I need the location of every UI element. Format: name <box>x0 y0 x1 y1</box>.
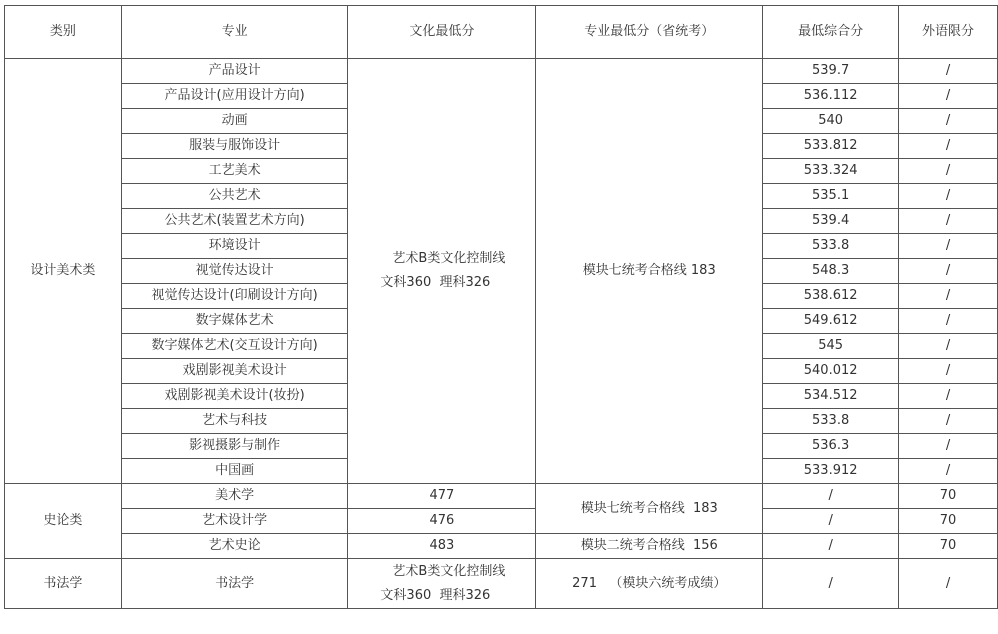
major-cell: 艺术设计学 <box>121 509 348 534</box>
table-row <box>5 509 998 534</box>
total-cell: 533.812 <box>763 134 899 159</box>
header-row <box>5 6 998 59</box>
culture-line2: 文科360 理科326 <box>380 275 491 290</box>
culture-line1: 艺术B类文化控制线 <box>392 251 506 266</box>
major-cell: 数字媒体艺术 <box>121 309 348 334</box>
major-cell: 戏剧影视美术设计 <box>121 359 348 384</box>
major-cell: 服装与服饰设计 <box>121 134 348 159</box>
major-cell: 视觉传达设计 <box>121 259 348 284</box>
lang-cell: / <box>899 334 998 359</box>
total-cell: 540.012 <box>763 359 899 384</box>
culture-line1: 艺术B类文化控制线 <box>392 563 506 579</box>
major-cell: 视觉传达设计(印刷设计方向) <box>121 284 348 309</box>
table-row <box>5 559 998 609</box>
total-cell: 533.912 <box>763 459 899 484</box>
total-cell: 549.612 <box>763 309 899 334</box>
culture-cell: 477 <box>348 484 536 509</box>
lang-cell: / <box>899 559 998 609</box>
admission-score-table <box>4 5 998 609</box>
total-cell: 545 <box>763 334 899 359</box>
header-lang-limit: 外语限分 <box>899 6 998 59</box>
total-cell: 540 <box>763 109 899 134</box>
total-cell: / <box>763 484 899 509</box>
major-cell: 艺术与科技 <box>121 409 348 434</box>
calligraphy-prof-cell: 271 （模块六统考成绩） <box>536 559 763 609</box>
lang-cell: 70 <box>899 484 998 509</box>
lang-cell: / <box>899 459 998 484</box>
calligraphy-culture-cell <box>348 559 536 609</box>
lang-cell: / <box>899 59 998 84</box>
major-cell: 公共艺术(装置艺术方向) <box>121 209 348 234</box>
header-prof-min: 专业最低分（省统考） <box>536 6 763 59</box>
lang-cell: / <box>899 259 998 284</box>
table-row <box>5 59 998 84</box>
total-cell: 533.324 <box>763 159 899 184</box>
lang-cell: / <box>899 409 998 434</box>
major-cell: 产品设计 <box>121 59 348 84</box>
lang-cell: 70 <box>899 534 998 559</box>
major-cell: 影视摄影与制作 <box>121 434 348 459</box>
lang-cell: / <box>899 284 998 309</box>
major-cell: 动画 <box>121 109 348 134</box>
header-major: 专业 <box>121 6 348 59</box>
total-cell: / <box>763 534 899 559</box>
lang-cell: / <box>899 234 998 259</box>
total-cell: / <box>763 559 899 609</box>
total-cell: 539.4 <box>763 209 899 234</box>
category-history: 史论类 <box>5 484 122 559</box>
lang-cell: / <box>899 159 998 184</box>
category-calligraphy: 书法学 <box>5 559 122 609</box>
culture-cell: 476 <box>348 509 536 534</box>
table-row <box>5 484 998 509</box>
lang-cell: / <box>899 434 998 459</box>
total-cell: 536.3 <box>763 434 899 459</box>
major-cell: 环境设计 <box>121 234 348 259</box>
total-cell: 533.8 <box>763 409 899 434</box>
total-cell: 536.112 <box>763 84 899 109</box>
history-prof-cell-b: 模块二统考合格线 156 <box>536 534 763 559</box>
lang-cell: / <box>899 384 998 409</box>
category-design: 设计美术类 <box>5 59 122 484</box>
major-cell: 中国画 <box>121 459 348 484</box>
major-cell: 数字媒体艺术(交互设计方向) <box>121 334 348 359</box>
major-cell: 美术学 <box>121 484 348 509</box>
total-cell: 534.512 <box>763 384 899 409</box>
header-culture-min: 文化最低分 <box>348 6 536 59</box>
lang-cell: / <box>899 109 998 134</box>
lang-cell: / <box>899 184 998 209</box>
culture-line2: 文科360 理科326 <box>380 587 491 603</box>
table-row <box>5 534 998 559</box>
lang-cell: / <box>899 359 998 384</box>
total-cell: / <box>763 509 899 534</box>
header-total-min: 最低综合分 <box>763 6 899 59</box>
culture-cell: 483 <box>348 534 536 559</box>
history-prof-cell-a: 模块七统考合格线 183 <box>536 484 763 534</box>
major-cell: 公共艺术 <box>121 184 348 209</box>
total-cell: 548.3 <box>763 259 899 284</box>
total-cell: 538.612 <box>763 284 899 309</box>
lang-cell: / <box>899 309 998 334</box>
lang-cell: / <box>899 209 998 234</box>
lang-cell: 70 <box>899 509 998 534</box>
header-category: 类别 <box>5 6 122 59</box>
design-prof-cell: 模块七统考合格线 183 <box>536 59 763 484</box>
total-cell: 535.1 <box>763 184 899 209</box>
major-cell: 工艺美术 <box>121 159 348 184</box>
lang-cell: / <box>899 134 998 159</box>
total-cell: 533.8 <box>763 234 899 259</box>
major-cell: 戏剧影视美术设计(妆扮) <box>121 384 348 409</box>
total-cell: 539.7 <box>763 59 899 84</box>
major-cell: 产品设计(应用设计方向) <box>121 84 348 109</box>
major-cell: 书法学 <box>121 559 348 609</box>
design-culture-cell <box>348 59 536 484</box>
major-cell: 艺术史论 <box>121 534 348 559</box>
lang-cell: / <box>899 84 998 109</box>
